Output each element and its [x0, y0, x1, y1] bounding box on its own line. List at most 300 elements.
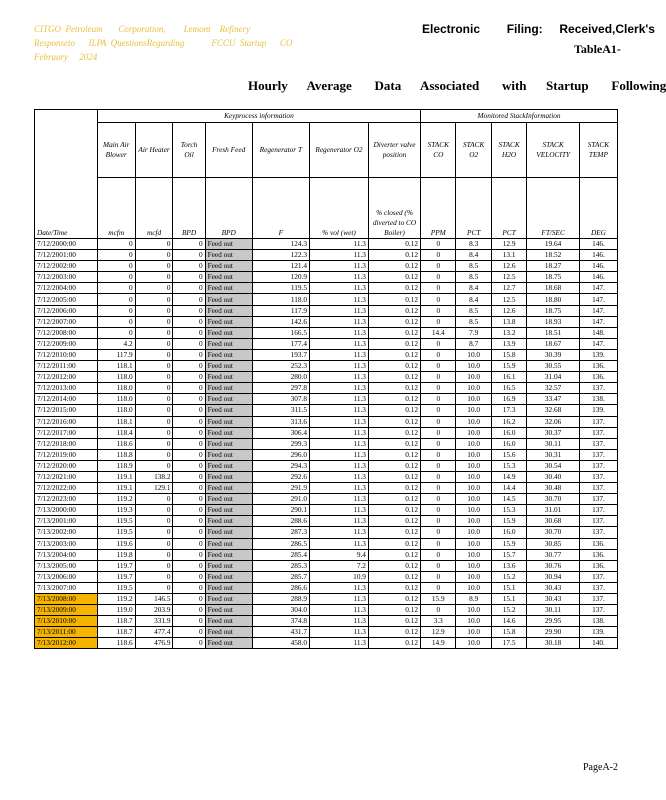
table-cell: 0	[135, 516, 173, 527]
table-cell: 0	[135, 261, 173, 272]
table-cell: Feed out	[205, 549, 252, 560]
table-cell: 136.	[579, 372, 617, 383]
cell-datetime: 7/13/2011:00	[35, 627, 98, 638]
table-row	[35, 494, 618, 505]
table-cell: 0	[173, 294, 205, 305]
table-cell: Feed out	[205, 627, 252, 638]
table-cell: 291.9	[252, 483, 309, 494]
cell-datetime: 7/12/2012:00	[35, 372, 98, 383]
table-cell: 431.7	[252, 627, 309, 638]
header-line-3: February 2024	[34, 52, 98, 62]
table-cell: 119.3	[97, 505, 135, 516]
table-row	[35, 272, 618, 283]
table-cell: 14.6	[491, 616, 526, 627]
table-cell: 13.2	[491, 327, 526, 338]
table-cell: 30.40	[527, 471, 580, 482]
table-cell: 0	[421, 483, 456, 494]
table-cell: 0	[421, 471, 456, 482]
table-cell: 16.9	[491, 394, 526, 405]
table-cell: 0	[421, 427, 456, 438]
table-cell: Feed out	[205, 305, 252, 316]
table-cell: 120.9	[252, 272, 309, 283]
cell-datetime: 7/12/2019:00	[35, 449, 98, 460]
col-header: Regenerator T	[252, 123, 309, 178]
table-cell: 0	[135, 383, 173, 394]
table-cell: 15.9	[491, 361, 526, 372]
table-cell: 0	[173, 405, 205, 416]
table-cell: Feed out	[205, 582, 252, 593]
col-unit: % vol (wet)	[309, 178, 368, 239]
table-cell: 11.3	[309, 405, 368, 416]
table-cell: 10.0	[456, 638, 491, 649]
table-cell: 0	[173, 471, 205, 482]
table-cell: 16.2	[491, 416, 526, 427]
table-cell: 31.01	[527, 505, 580, 516]
table-cell: 138.	[579, 394, 617, 405]
table-cell: 8.4	[456, 283, 491, 294]
table-cell: 10.0	[456, 438, 491, 449]
cell-datetime: 7/12/2005:00	[35, 294, 98, 305]
table-cell: 10.0	[456, 372, 491, 383]
table-cell: 30.18	[527, 638, 580, 649]
page-title: Hourly Average Data Associated with Startup Following	[248, 78, 666, 93]
table-cell: 11.3	[309, 338, 368, 349]
cell-datetime: 7/12/2017:00	[35, 427, 98, 438]
table-row	[35, 416, 618, 427]
table-cell: 0.12	[368, 505, 420, 516]
table-cell: Feed out	[205, 460, 252, 471]
table-cell: 118.6	[97, 638, 135, 649]
table-cell: 15.1	[491, 582, 526, 593]
table-cell: 10.0	[456, 483, 491, 494]
table-cell: 8.5	[456, 305, 491, 316]
table-cell: Feed out	[205, 372, 252, 383]
table-cell: 0	[173, 616, 205, 627]
table-row	[35, 394, 618, 405]
table-cell: 0.12	[368, 438, 420, 449]
table-cell: 0.12	[368, 316, 420, 327]
table-cell: 0	[173, 383, 205, 394]
table-cell: 12.5	[491, 272, 526, 283]
table-cell: 280.0	[252, 372, 309, 383]
table-cell: 288.6	[252, 516, 309, 527]
table-cell: 119.1	[97, 471, 135, 482]
table-cell: 11.3	[309, 327, 368, 338]
table-cell: 15.3	[491, 505, 526, 516]
table-cell: 0	[135, 449, 173, 460]
table-cell: 0.12	[368, 471, 420, 482]
table-cell: 136.	[579, 538, 617, 549]
table-cell: 8.5	[456, 261, 491, 272]
table-cell: 119.7	[97, 560, 135, 571]
table-cell: 137.	[579, 494, 617, 505]
col-header: Air Heater	[135, 123, 173, 178]
table-cell: 15.3	[491, 460, 526, 471]
table-cell: 118.0	[252, 294, 309, 305]
table-row	[35, 483, 618, 494]
table-cell: Feed out	[205, 505, 252, 516]
table-cell: 10.0	[456, 560, 491, 571]
table-cell: 119.2	[97, 594, 135, 605]
table-cell: 0.12	[368, 638, 420, 649]
table-cell: 0	[135, 538, 173, 549]
table-cell: 136.	[579, 560, 617, 571]
table-cell: 18.51	[527, 327, 580, 338]
table-cell: 12.5	[491, 294, 526, 305]
table-cell: 287.3	[252, 527, 309, 538]
table-cell: 0	[135, 250, 173, 261]
header-line-1: CITGO Petroleum Corporation, Lemont Refinery	[34, 24, 251, 34]
table-cell: Feed out	[205, 272, 252, 283]
table-row	[35, 405, 618, 416]
cell-datetime: 7/12/2003:00	[35, 272, 98, 283]
table-cell: Feed out	[205, 560, 252, 571]
table-cell: 119.5	[97, 527, 135, 538]
col-unit: BPD	[173, 178, 205, 239]
cell-datetime: 7/12/2004:00	[35, 283, 98, 294]
table-cell: 139.	[579, 405, 617, 416]
col-unit: FT/SEC	[527, 178, 580, 239]
table-cell: 0	[421, 460, 456, 471]
table-cell: 306.4	[252, 427, 309, 438]
table-row	[35, 316, 618, 327]
table-cell: 14.9	[491, 471, 526, 482]
table-cell: 119.1	[97, 483, 135, 494]
table-cell: 14.4	[491, 483, 526, 494]
table-cell: 18.67	[527, 338, 580, 349]
table-cell: 15.8	[491, 349, 526, 360]
table-cell: Feed out	[205, 594, 252, 605]
table-cell: 0	[173, 527, 205, 538]
table-cell: 136.	[579, 361, 617, 372]
table-row	[35, 338, 618, 349]
table-cell: 32.57	[527, 383, 580, 394]
col-header: STACK VELOCITY	[527, 123, 580, 178]
table-row	[35, 549, 618, 560]
table-cell: 7.2	[309, 560, 368, 571]
table-body	[35, 239, 618, 649]
table-cell: 138.	[579, 616, 617, 627]
table-cell: 0.12	[368, 527, 420, 538]
table-cell: 147.	[579, 305, 617, 316]
efiling-stamp: Electronic Filing: Received,Clerk's	[422, 22, 655, 36]
table-cell: 137.	[579, 483, 617, 494]
table-cell: 11.3	[309, 471, 368, 482]
table-cell: 0	[173, 483, 205, 494]
table-row	[35, 349, 618, 360]
table-cell: 297.8	[252, 383, 309, 394]
table-cell: 8.5	[456, 272, 491, 283]
table-cell: 0	[173, 361, 205, 372]
table-row	[35, 250, 618, 261]
table-cell: 0	[173, 549, 205, 560]
table-cell: 0	[173, 250, 205, 261]
table-cell: 11.3	[309, 349, 368, 360]
table-cell: 0	[173, 283, 205, 294]
table-cell: 11.3	[309, 483, 368, 494]
col-header: STACK O2	[456, 123, 491, 178]
table-cell: 10.0	[456, 527, 491, 538]
table-cell: 0	[421, 338, 456, 349]
table-cell: 16.5	[491, 383, 526, 394]
table-cell: Feed out	[205, 349, 252, 360]
table-cell: 0	[173, 505, 205, 516]
table-cell: 0	[421, 571, 456, 582]
table-cell: 0.12	[368, 560, 420, 571]
table-cell: 15.9	[491, 516, 526, 527]
table-cell: 0	[135, 560, 173, 571]
table-cell: 0	[173, 638, 205, 649]
table-cell: 119.5	[252, 283, 309, 294]
table-cell: 13.8	[491, 316, 526, 327]
table-cell: 119.6	[97, 538, 135, 549]
table-cell: 137.	[579, 383, 617, 394]
table-cell: 148.	[579, 327, 617, 338]
table-cell: 0	[135, 272, 173, 283]
table-cell: 18.52	[527, 250, 580, 261]
table-cell: 0	[135, 305, 173, 316]
table-cell: 124.3	[252, 239, 309, 250]
table-row	[35, 582, 618, 593]
table-cell: Feed out	[205, 616, 252, 627]
cell-datetime: 7/12/2014:00	[35, 394, 98, 405]
table-cell: 30.39	[527, 349, 580, 360]
table-row	[35, 294, 618, 305]
table-cell: 8.4	[456, 250, 491, 261]
cell-datetime: 7/13/2009:00	[35, 605, 98, 616]
table-cell: 18.93	[527, 316, 580, 327]
table-row	[35, 283, 618, 294]
cell-datetime: 7/12/2010:00	[35, 349, 98, 360]
table-cell: 0	[173, 538, 205, 549]
table-cell: 118.0	[97, 405, 135, 416]
table-cell: 285.3	[252, 560, 309, 571]
table-cell: 14.4	[421, 327, 456, 338]
table-cell: 374.8	[252, 616, 309, 627]
cell-datetime: 7/12/2011:00	[35, 361, 98, 372]
table-cell: 122.3	[252, 250, 309, 261]
table-cell: 0.12	[368, 405, 420, 416]
table-cell: 0.12	[368, 416, 420, 427]
table-cell: 477.4	[135, 627, 173, 638]
table-row	[35, 627, 618, 638]
table-cell: 0	[135, 283, 173, 294]
table-cell: 119.8	[97, 549, 135, 560]
cell-datetime: 7/12/2018:00	[35, 438, 98, 449]
table-cell: Feed out	[205, 571, 252, 582]
table-cell: 0	[421, 383, 456, 394]
table-cell: Feed out	[205, 605, 252, 616]
table-cell: 137.	[579, 449, 617, 460]
table-cell: 11.3	[309, 250, 368, 261]
cell-datetime: 7/12/2016:00	[35, 416, 98, 427]
table-cell: 11.3	[309, 638, 368, 649]
table-cell: 0	[421, 416, 456, 427]
table-cell: 10.0	[456, 460, 491, 471]
table-cell: Feed out	[205, 405, 252, 416]
table-cell: 311.5	[252, 405, 309, 416]
table-cell: 0	[173, 372, 205, 383]
table-cell: 0	[97, 294, 135, 305]
col-header: Fresh Feed	[205, 123, 252, 178]
table-cell: 11.3	[309, 460, 368, 471]
table-cell: 30.43	[527, 582, 580, 593]
table-cell: 0	[173, 316, 205, 327]
table-cell: 10.0	[456, 349, 491, 360]
table-cell: 119.5	[97, 582, 135, 593]
table-cell: 10.0	[456, 416, 491, 427]
cell-datetime: 7/13/2010:00	[35, 616, 98, 627]
table-cell: 15.2	[491, 605, 526, 616]
table-cell: 0.12	[368, 261, 420, 272]
table-cell: 0	[421, 349, 456, 360]
table-cell: 0	[173, 460, 205, 471]
table-cell: 16.0	[491, 527, 526, 538]
table-cell: 0.12	[368, 305, 420, 316]
table-cell: 0	[173, 627, 205, 638]
table-cell: 118.7	[97, 627, 135, 638]
table-cell: 30.54	[527, 460, 580, 471]
table-cell: 137.	[579, 427, 617, 438]
table-cell: 4.2	[97, 338, 135, 349]
table-cell: 11.3	[309, 427, 368, 438]
table-cell: Feed out	[205, 416, 252, 427]
table-cell: 18.75	[527, 272, 580, 283]
table-cell: 0	[421, 361, 456, 372]
table-cell: 0.12	[368, 549, 420, 560]
table-cell: Feed out	[205, 638, 252, 649]
cell-datetime: 7/12/2022:00	[35, 483, 98, 494]
table-cell: 0	[421, 527, 456, 538]
cell-datetime: 7/13/2000:00	[35, 505, 98, 516]
table-cell: 147.	[579, 338, 617, 349]
table-cell: 288.9	[252, 594, 309, 605]
table-cell: 10.9	[309, 571, 368, 582]
cell-datetime: 7/12/2023:00	[35, 494, 98, 505]
table-row	[35, 516, 618, 527]
table-cell: 30.48	[527, 483, 580, 494]
table-cell: 117.9	[97, 349, 135, 360]
table-cell: 10.0	[456, 383, 491, 394]
header-left	[34, 22, 334, 64]
table-cell: 129.1	[135, 483, 173, 494]
table-cell: 11.3	[309, 516, 368, 527]
table-cell: 146.	[579, 239, 617, 250]
table-cell: 15.9	[491, 538, 526, 549]
table-cell: 147.	[579, 294, 617, 305]
table-cell: 0	[97, 305, 135, 316]
table-cell: 12.6	[491, 305, 526, 316]
table-cell: 119.7	[97, 571, 135, 582]
table-cell: 137.	[579, 416, 617, 427]
table-cell: 0.12	[368, 372, 420, 383]
table-cell: 313.6	[252, 416, 309, 427]
table-cell: 15.1	[491, 594, 526, 605]
table-cell: 16.0	[491, 438, 526, 449]
table-cell: 0	[135, 527, 173, 538]
table-cell: 0	[173, 349, 205, 360]
table-cell: 10.0	[456, 516, 491, 527]
table-cell: 0	[173, 438, 205, 449]
table-cell: 0	[173, 582, 205, 593]
cell-datetime: 7/13/2006:00	[35, 571, 98, 582]
col-header: STACK TEMP	[579, 123, 617, 178]
table-cell: 7.9	[456, 327, 491, 338]
col-unit: PCT	[491, 178, 526, 239]
table-cell: 0	[135, 582, 173, 593]
table-cell: 118.0	[97, 372, 135, 383]
col-unit: PCT	[456, 178, 491, 239]
table-cell: 0	[135, 316, 173, 327]
table-row	[35, 372, 618, 383]
table-cell: 0	[173, 605, 205, 616]
cell-datetime: 7/12/2006:00	[35, 305, 98, 316]
table-cell: 0	[421, 394, 456, 405]
table-cell: 0	[135, 549, 173, 560]
table-cell: 10.0	[456, 616, 491, 627]
table-cell: 11.3	[309, 272, 368, 283]
table-cell: 0	[173, 594, 205, 605]
table-row	[35, 605, 618, 616]
table-cell: Feed out	[205, 316, 252, 327]
table-cell: 0.12	[368, 516, 420, 527]
table-cell: 118.6	[97, 438, 135, 449]
table-cell: 8.4	[456, 294, 491, 305]
col-unit: PPM	[421, 178, 456, 239]
table-row	[35, 383, 618, 394]
table-cell: 10.0	[456, 549, 491, 560]
header-line-2: Responseto ILPA QuestionsRegarding FCCU Startup CO	[34, 38, 293, 48]
table-cell: 0.12	[368, 327, 420, 338]
table-cell: 0.12	[368, 460, 420, 471]
table-cell: 137.	[579, 605, 617, 616]
table-cell: 137.	[579, 471, 617, 482]
table-cell: 0	[173, 516, 205, 527]
table-cell: 10.0	[456, 505, 491, 516]
table-cell: 15.2	[491, 571, 526, 582]
table-cell: 17.3	[491, 405, 526, 416]
cell-datetime: 7/12/2015:00	[35, 405, 98, 416]
table-cell: 0.12	[368, 582, 420, 593]
table-cell: Feed out	[205, 527, 252, 538]
table-cell: 30.77	[527, 549, 580, 560]
table-cell: 15.9	[421, 594, 456, 605]
table-cell: Feed out	[205, 449, 252, 460]
table-cell: 166.5	[252, 327, 309, 338]
table-cell: 138.2	[135, 471, 173, 482]
table-cell: 0.12	[368, 605, 420, 616]
table-row	[35, 261, 618, 272]
table-cell: 11.3	[309, 527, 368, 538]
table-cell: 146.	[579, 261, 617, 272]
table-cell: Feed out	[205, 483, 252, 494]
col-header: Regenerator O2	[309, 123, 368, 178]
table-cell: 19.64	[527, 239, 580, 250]
table-cell: 0.12	[368, 294, 420, 305]
table-cell: 0	[173, 327, 205, 338]
table-cell: 0	[173, 449, 205, 460]
table-cell: 331.9	[135, 616, 173, 627]
table-cell: 11.3	[309, 416, 368, 427]
col-unit: DEG	[579, 178, 617, 239]
table-cell: 118.0	[97, 383, 135, 394]
table-cell: 458.0	[252, 638, 309, 649]
table-cell: 0	[421, 283, 456, 294]
table-cell: 0	[421, 494, 456, 505]
table-cell: 8.3	[456, 239, 491, 250]
table-cell: Feed out	[205, 261, 252, 272]
table-cell: 0	[173, 560, 205, 571]
